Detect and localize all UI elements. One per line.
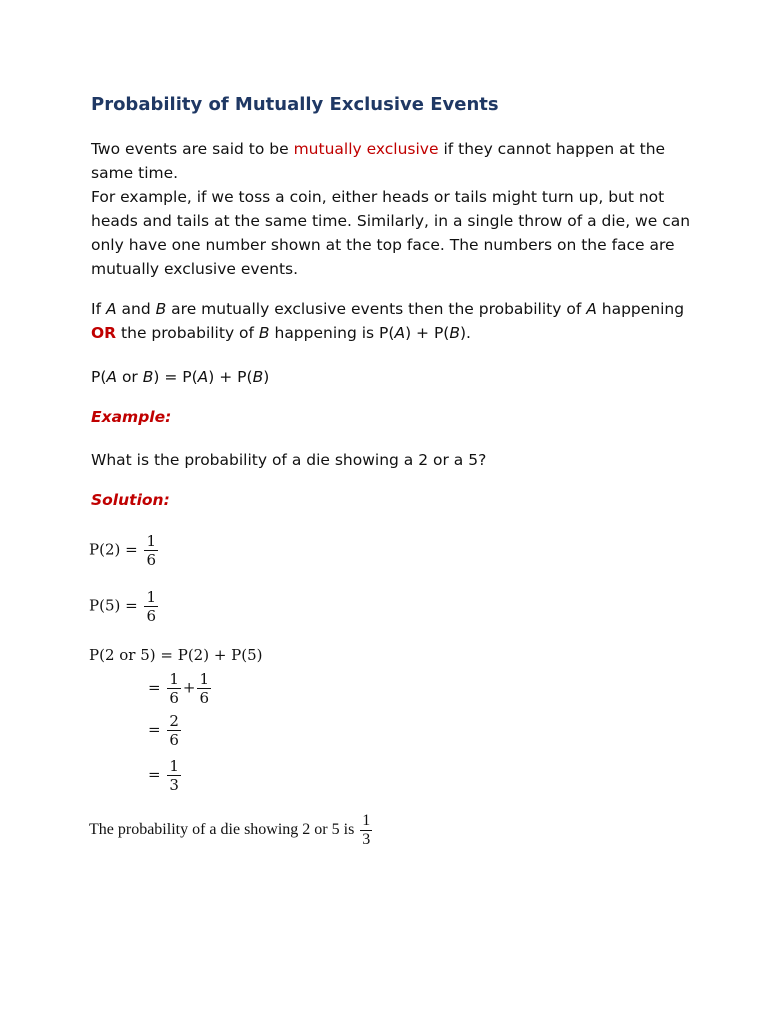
equals-sign: = [148, 720, 161, 739]
numerator: 1 [146, 532, 157, 550]
numerator: 1 [169, 757, 179, 775]
numerator: 2 [169, 712, 179, 730]
denominator: 6 [199, 689, 210, 707]
math-expression: P(2 or 5) = P(2) + P(5) [89, 646, 263, 664]
event-b: B [449, 324, 460, 342]
denominator: 6 [146, 551, 157, 569]
cropped-equation [89, 646, 263, 664]
or-highlight: OR [91, 324, 117, 342]
math-line-two-sixths [148, 712, 183, 749]
numerator: 1 [169, 670, 179, 688]
intro-text-before: Two events are said to be [91, 140, 294, 158]
math-line-one-third [148, 757, 183, 794]
denominator: 6 [169, 689, 179, 707]
addition-rule-formula [91, 365, 691, 389]
mutually-exclusive-highlight: mutually exclusive [293, 140, 439, 158]
event-a: A [586, 300, 597, 318]
example-heading: Example: [91, 408, 172, 426]
formula-text: ) = P( [153, 368, 198, 386]
event-b: B [258, 324, 270, 342]
numerator: 1 [146, 588, 157, 606]
math-expression: P(5) = [89, 596, 138, 615]
math-line-p5 [89, 588, 160, 625]
event-b: B [155, 300, 167, 318]
example-question: What is the probability of a die showing a 2 or a 5? [91, 451, 487, 469]
conclusion-text: The probability of a die showing 2 or 5 is [89, 821, 355, 839]
fraction [360, 812, 372, 849]
math-conclusion [89, 812, 374, 849]
solution-heading: Solution: [91, 491, 170, 509]
event-b: B [252, 368, 264, 386]
event-a: A [197, 368, 209, 386]
denominator: 3 [169, 776, 179, 794]
fraction [167, 712, 181, 749]
math-expression: P(2) = [89, 540, 138, 559]
fraction [167, 670, 181, 707]
formula-text: ) + P( [208, 368, 253, 386]
equals-sign: = [148, 678, 161, 697]
rule-text: ). [460, 324, 471, 342]
denominator: 6 [169, 731, 179, 749]
rule-text: are mutually exclusive events then the probability of [166, 300, 587, 318]
fraction [144, 588, 158, 625]
fraction [197, 670, 211, 707]
fraction [144, 532, 158, 569]
intro-text-after: if they cannot happen at the same time. [91, 140, 666, 182]
rule-text: If [91, 300, 106, 318]
equals-sign: = [148, 765, 161, 784]
rule-text: ) + P( [405, 324, 450, 342]
rule-text: the probability of [116, 324, 259, 342]
event-a: A [394, 324, 406, 342]
fraction [167, 757, 181, 794]
event-a: A [105, 300, 117, 318]
page-title: Probability of Mutually Exclusive Events [91, 94, 499, 115]
rule-text: and [116, 300, 156, 318]
event-a: A [106, 368, 118, 386]
rule-text: happening is P( [269, 324, 395, 342]
denominator: 6 [146, 607, 157, 625]
coin-die-example-text: For example, if we toss a coin, either heads or tails might turn up, but not heads and tails at the same time. Similarly, in a single throw of a die, we can only have one number shown at the top face. The numbers on the face are mutually exclusive events. [91, 188, 691, 278]
rule-paragraph [91, 297, 691, 345]
math-line-sum [148, 670, 213, 707]
rule-text: happening [596, 300, 685, 318]
formula-text: ) [263, 368, 270, 386]
intro-paragraph [91, 137, 691, 281]
event-b: B [142, 368, 154, 386]
formula-text: or [117, 368, 143, 386]
math-line-p2-or-5 [89, 645, 263, 664]
denominator: 3 [362, 831, 371, 848]
numerator: 1 [199, 670, 210, 688]
plus-sign: + [182, 678, 196, 697]
formula-text: P( [91, 368, 107, 386]
math-line-p2 [89, 532, 160, 569]
numerator: 1 [362, 812, 371, 829]
